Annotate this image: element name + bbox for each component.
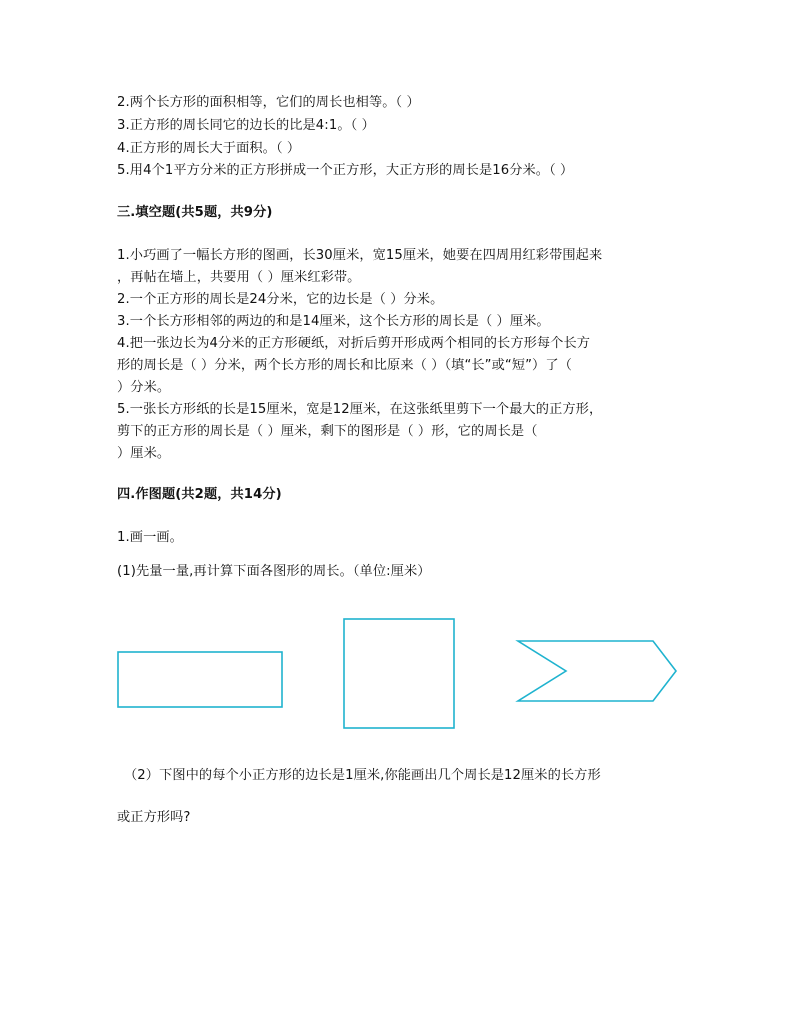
section-heading-drawing: 四.作图题(共2题，共14分) <box>117 487 282 502</box>
fill-in-line: ）分米。 <box>117 380 171 395</box>
judgement-item-3: 3.正方形的周长同它的边长的比是4:1。（ ） <box>117 118 375 133</box>
section-heading-fill-in: 三.填空题(共5题，共9分) <box>117 205 273 220</box>
fill-in-line: 5.一张长方形纸的长是15厘米，宽是12厘米，在这张纸里剪下一个最大的正方形， <box>117 402 603 417</box>
fill-in-line: 4.把一张边长为4分米的正方形硬纸，对折后剪开形成两个相同的长方形每个长方 <box>117 336 591 351</box>
fill-in-line: ）厘米。 <box>117 446 171 461</box>
drawing-question-1-part-1: (1)先量一量,再计算下面各图形的周长。（单位:厘米） <box>117 564 431 579</box>
fill-in-line: 1.小巧画了一幅长方形的图画，长30厘米，宽15厘米，她要在四周用红彩带围起来 <box>117 248 603 263</box>
drawing-question-1: 1.画一画。 <box>117 530 183 545</box>
judgement-item-4: 4.正方形的周长大于面积。（ ） <box>117 141 301 156</box>
square-figure <box>344 619 454 728</box>
fill-in-line: 3.一个长方形相邻的两边的和是14厘米，这个长方形的周长是（ ）厘米。 <box>117 314 550 329</box>
judgement-item-2: 2.两个长方形的面积相等，它们的周长也相等。（ ） <box>117 95 420 110</box>
fill-in-line: ，再帖在墙上，共要用（ ）厘米红彩带。 <box>117 270 361 285</box>
drawing-question-1-part-2-cont: 或正方形吗? <box>117 810 191 825</box>
judgement-item-5: 5.用4个1平方分米的正方形拼成一个正方形，大正方形的周长是16分米。（ ） <box>117 163 574 178</box>
drawing-question-1-part-2: （2）下图中的每个小正方形的边长是1厘米,你能画出几个周长是12厘米的长方形 <box>124 768 601 783</box>
fill-in-line: 剪下的正方形的周长是（ ）厘米，剩下的图形是（ ）形，它的周长是（ <box>117 424 538 439</box>
fill-in-line: 2.一个正方形的周长是24分米，它的边长是（ ）分米。 <box>117 292 444 307</box>
arrow-pentagon-figure <box>518 641 676 701</box>
rectangle-figure <box>118 652 282 707</box>
fill-in-line: 形的周长是（ ）分米，两个长方形的周长和比原来（ ）（填“长”或“短”）了（ <box>117 358 572 373</box>
